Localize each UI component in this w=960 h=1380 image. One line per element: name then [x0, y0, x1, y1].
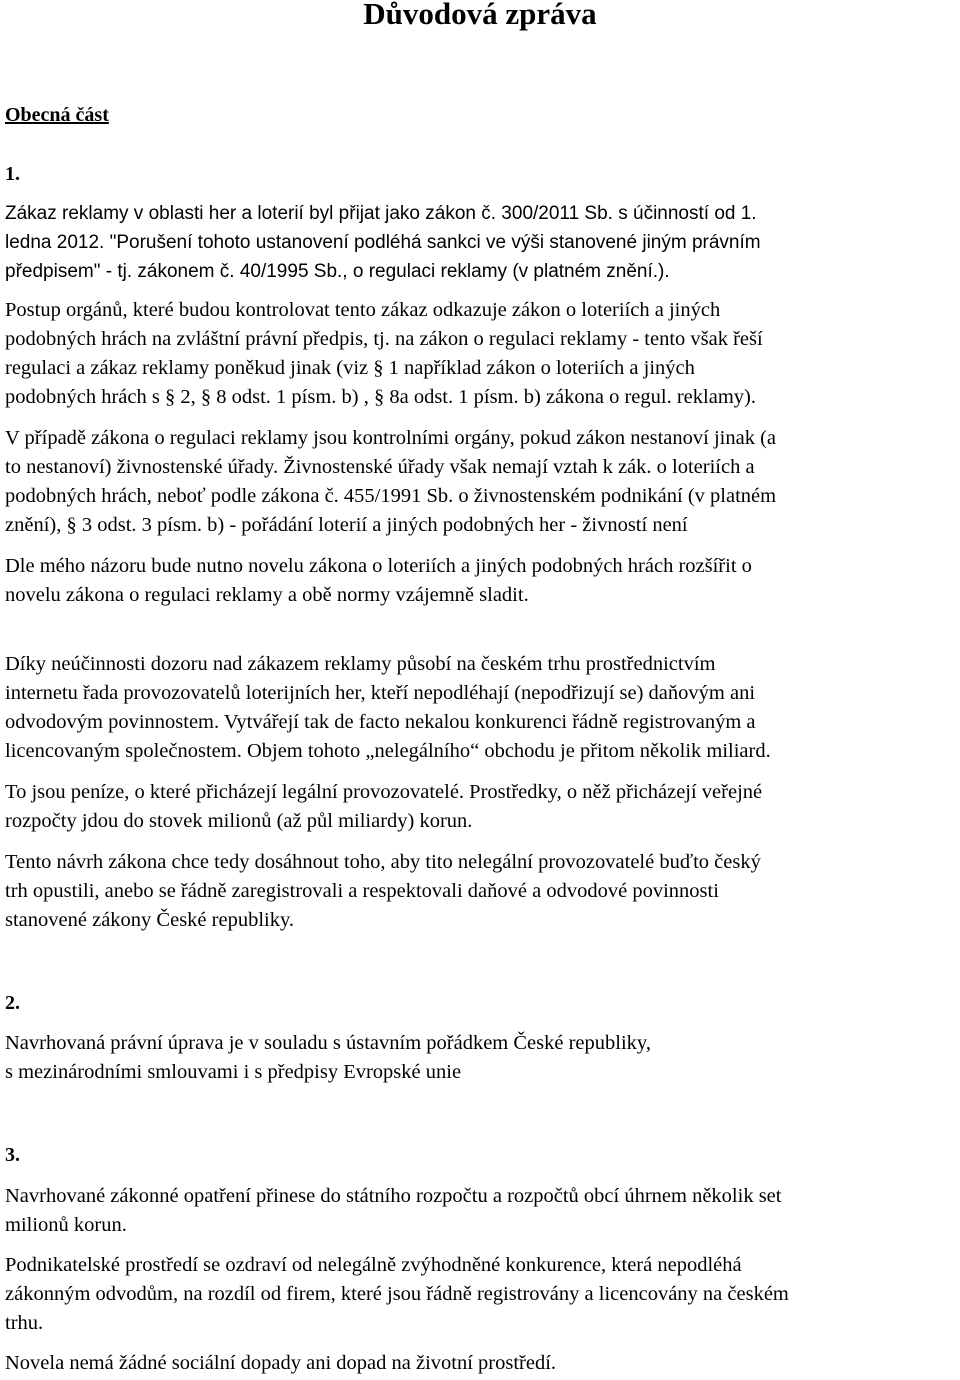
paragraph-9 [5, 1182, 955, 1240]
heading-2: 2. [5, 992, 20, 1014]
paragraph-11 [5, 1349, 955, 1378]
paragraph-line: stanovené zákony České republiky. [5, 909, 295, 931]
paragraph-6 [5, 778, 955, 836]
paragraph-line: s mezinárodními smlouvami i s předpisy Evropské unie [5, 1061, 462, 1083]
paragraph-2 [5, 296, 955, 412]
paragraph-line: To jsou peníze, o které přicházejí legální provozovatelé. Prostředky, o něž přicházejí veřejné [5, 781, 763, 803]
paragraph-5 [5, 650, 955, 766]
paragraph-line: to nestanoví) živnostenské úřady. Živnostenské úřady však nemají vztah k zák. o loteriích a [5, 456, 755, 478]
paragraph-line: Podnikatelské prostředí se ozdraví od nelegálně zvýhodněné konkurence, která nepodléhá [5, 1254, 742, 1276]
paragraph-line: Díky neúčinnosti dozoru nad zákazem reklamy působí na českém trhu prostřednictvím [5, 653, 716, 675]
paragraph-line: novelu zákona o regulaci reklamy a obě normy vzájemně sladit. [5, 584, 529, 606]
paragraph-4 [5, 552, 955, 610]
paragraph-line: podobných hrách, neboť podle zákona č. 455/1991 Sb. o živnostenském podnikání (v platném [5, 485, 777, 507]
paragraph-8 [5, 1029, 955, 1087]
paragraph-3 [5, 424, 955, 540]
paragraph-line: Tento návrh zákona chce tedy dosáhnout toho, aby tito nelegální provozovatelé buďto český [5, 851, 761, 873]
heading-3: 3. [5, 1144, 20, 1166]
paragraph-line: regulaci a zákaz reklamy poněkud jinak (viz § 1 například zákon o loteriích a jiných [5, 357, 695, 379]
paragraph-line: Dle mého názoru bude nutno novelu zákona o loteriích a jiných podobných hrách rozšířit o [5, 555, 752, 577]
paragraph-line: odvodovým povinnostem. Vytvářejí tak de facto nekalou konkurenci řádně registrovaným a [5, 711, 756, 733]
paragraph-line: milionů korun. [5, 1214, 127, 1236]
paragraph-line: V případě zákona o regulaci reklamy jsou kontrolními orgány, pokud zákon nestanoví jinak (a [5, 427, 777, 449]
paragraph-line: trh opustili, anebo se řádně zaregistrovali a respektovali daňové a odvodové povinnosti [5, 880, 719, 902]
paragraph-line: Navrhované zákonné opatření přinese do státního rozpočtu a rozpočtů obcí úhrnem několik set [5, 1185, 782, 1207]
paragraph-line: internetu řada provozovatelů loterijních her, kteří nepodléhají (nepodřizují se) daňovým ani [5, 682, 756, 704]
paragraph-line: Navrhovaná právní úprava je v souladu s ústavním pořádkem České republiky, [5, 1032, 651, 1054]
paragraph-line: Postup orgánů, které budou kontrolovat tento zákaz odkazuje zákon o loteriích a jiných [5, 299, 721, 321]
paragraph-line: zákonným odvodům, na rozdíl od firem, které jsou řádně registrovány a licencovány na českém [5, 1283, 789, 1305]
heading-1: 1. [5, 163, 20, 185]
paragraph-10 [5, 1251, 955, 1338]
paragraph-line: předpisem" - tj. zákonem č. 40/1995 Sb., o regulaci reklamy (v platném znění.). [5, 261, 670, 282]
paragraph-1 [5, 199, 955, 286]
paragraph-line: rozpočty jdou do stovek milionů (až půl miliardy) korun. [5, 810, 473, 832]
section-heading-general: Obecná část [5, 104, 109, 126]
paragraph-line: ledna 2012. "Porušení tohoto ustanovení podléhá sankci ve výši stanovené jiným právním [5, 232, 761, 253]
document-title: Důvodová zpráva [363, 0, 597, 31]
paragraph-line: podobných hrách na zvláštní právní předpis, tj. na zákon o regulaci reklamy - tento však řeší [5, 328, 763, 350]
paragraph-line: podobných hrách s § 2, § 8 odst. 1 písm. b) , § 8a odst. 1 písm. b) zákona o regul. reklamy). [5, 386, 756, 408]
paragraph-line: trhu. [5, 1312, 44, 1334]
paragraph-line: Novela nemá žádné sociální dopady ani dopad na životní prostředí. [5, 1352, 557, 1374]
paragraph-line: licencovaným společnostem. Objem tohoto „nelegálního“ obchodu je přitom několik miliard. [5, 740, 771, 762]
paragraph-line: znění), § 3 odst. 3 písm. b) - pořádání loterií a jiných podobných her - živností není [5, 514, 688, 536]
paragraph-line: Zákaz reklamy v oblasti her a loterií byl přijat jako zákon č. 300/2011 Sb. s účinností od 1. [5, 203, 757, 224]
paragraph-7 [5, 848, 955, 935]
